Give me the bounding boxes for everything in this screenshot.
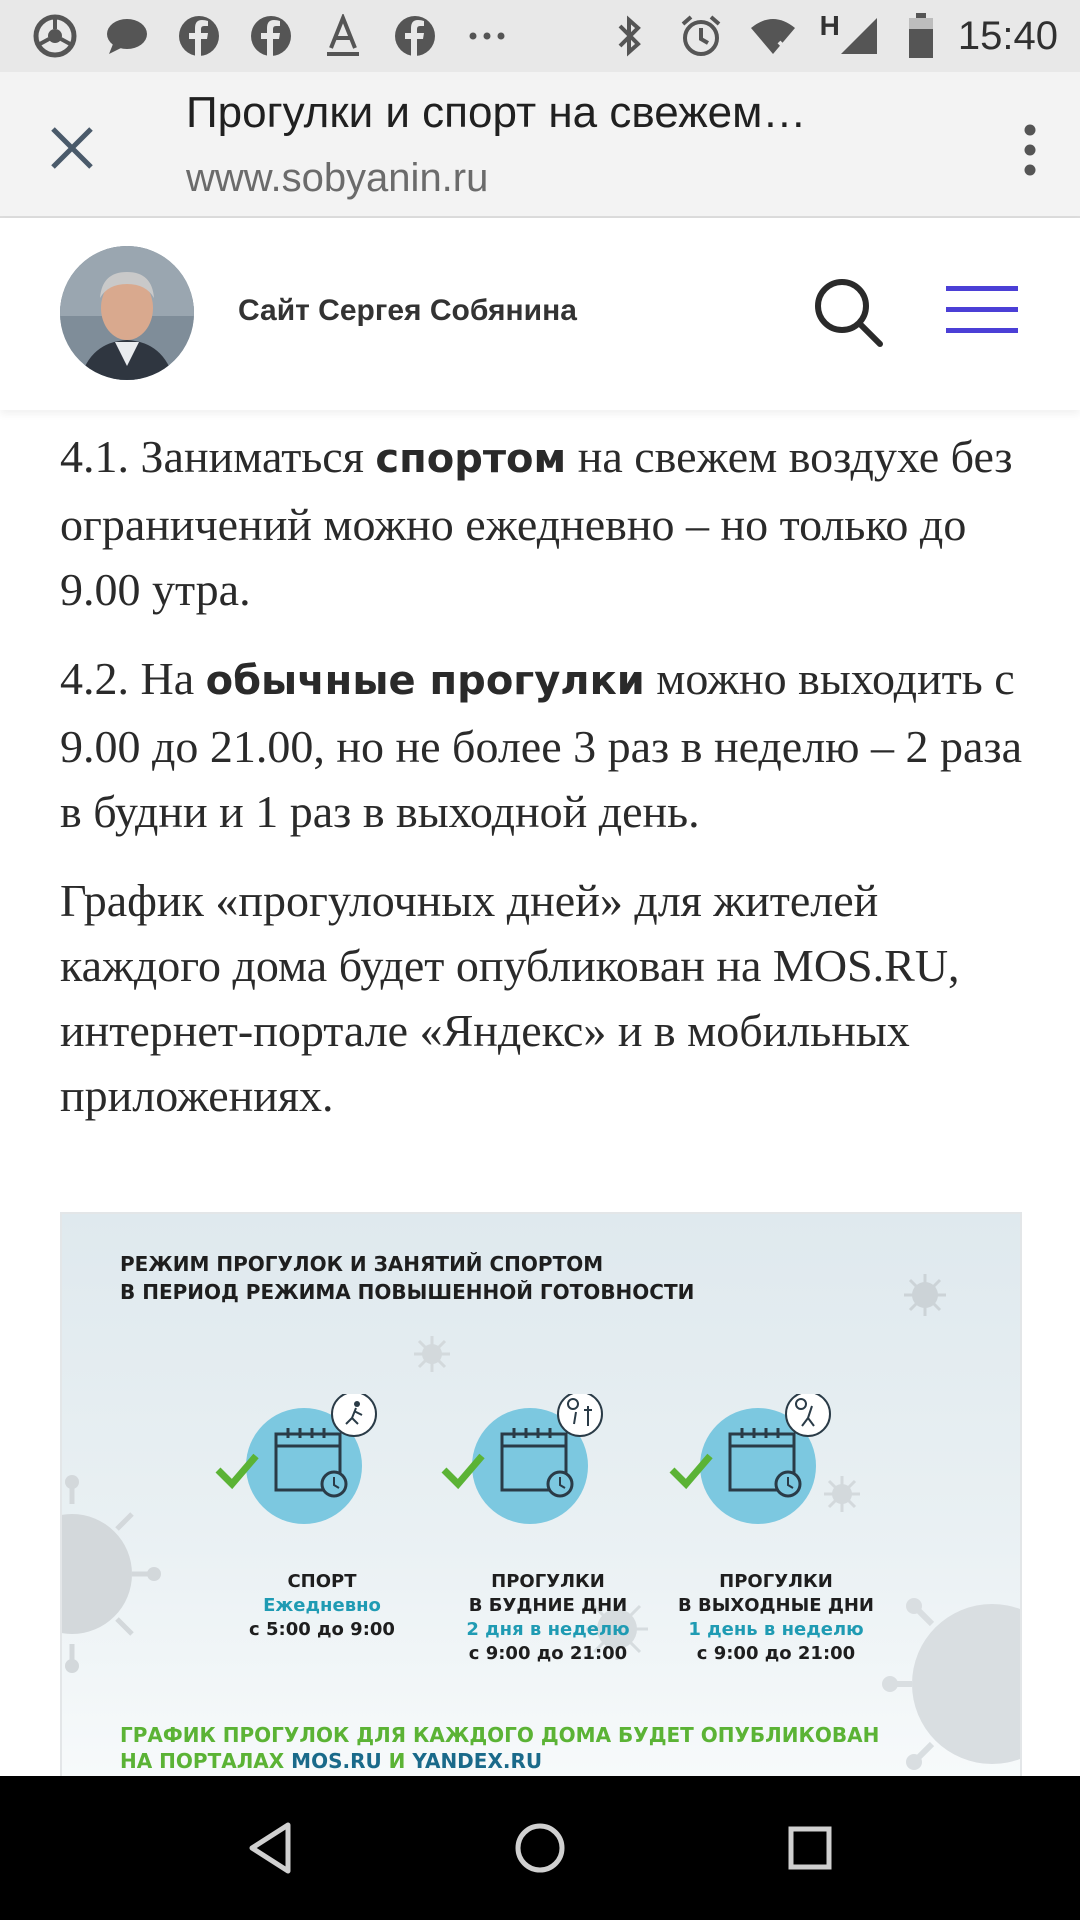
chrome-icon bbox=[30, 12, 80, 60]
search-button[interactable] bbox=[810, 274, 886, 350]
chat-bubble-icon bbox=[102, 12, 152, 60]
infographic-image[interactable] bbox=[60, 1212, 1022, 1782]
home-icon bbox=[513, 1821, 567, 1875]
title-line: РЕЖИМ ПРОГУЛОК И ЗАНЯТИЙ СПОРТОМ bbox=[120, 1252, 604, 1276]
font-a-icon bbox=[318, 12, 368, 60]
footer-line: ГРАФИК ПРОГУЛОК ДЛЯ КАЖДОГО ДОМА БУДЕТ ОПУБЛИКОВАН bbox=[120, 1723, 880, 1747]
close-tab-button[interactable] bbox=[34, 110, 110, 186]
sport-label bbox=[212, 1570, 432, 1642]
column-frequency: 2 дня в неделю bbox=[466, 1619, 630, 1640]
text: можно выходить с 9.00 до 21.00, но не более 3 раз в неделю – 2 раза в будни и 1 раз в выходной день. bbox=[60, 653, 1023, 837]
page-url[interactable]: www.sobyanin.ru bbox=[186, 156, 489, 200]
title-line: В ПЕРИОД РЕЖИМА ПОВЫШЕННОЙ ГОТОВНОСТИ bbox=[120, 1280, 695, 1304]
hamburger-icon bbox=[944, 282, 1020, 338]
virus-decoration-icon bbox=[412, 1334, 452, 1374]
recents-button[interactable] bbox=[774, 1812, 846, 1884]
more-dots-icon bbox=[462, 12, 512, 60]
column-subtitle: В ВЫХОДНЫЕ ДНИ bbox=[677, 1595, 874, 1616]
text: 4.2. На bbox=[60, 653, 206, 704]
search-icon bbox=[810, 274, 886, 350]
clock: 15:40 bbox=[957, 13, 1058, 58]
calendar-check-icon bbox=[666, 1394, 886, 1554]
footer-text: И bbox=[381, 1749, 413, 1773]
virus-decoration-icon bbox=[900, 1270, 950, 1320]
site-name[interactable]: Сайт Сергея Собянина bbox=[238, 294, 577, 327]
status-bar bbox=[0, 0, 1080, 72]
home-button[interactable] bbox=[504, 1812, 576, 1884]
article-body bbox=[60, 424, 1030, 1152]
text: 4.1. Заниматься bbox=[60, 431, 376, 482]
paragraph-schedule: График «прогулочных дней» для жителей каждого дома будет опубликован на MOS.RU, интернет-портале «Яндекс» и в мобильных приложениях. bbox=[60, 875, 960, 1121]
footer-line bbox=[120, 1748, 879, 1774]
column-frequency: Ежедневно bbox=[263, 1595, 381, 1616]
facebook-icon bbox=[246, 12, 296, 60]
network-type-label: H bbox=[819, 10, 840, 41]
navigation-bar bbox=[0, 1776, 1080, 1920]
wifi-off-icon bbox=[748, 12, 798, 60]
signal-icon bbox=[834, 12, 884, 60]
notification-icons bbox=[30, 12, 512, 60]
infographic-footer bbox=[120, 1722, 879, 1774]
vertical-dots-icon bbox=[1023, 124, 1037, 176]
infographic-title bbox=[120, 1250, 694, 1306]
column-subtitle: В БУДНИЕ ДНИ bbox=[468, 1595, 628, 1616]
system-status bbox=[604, 10, 1058, 62]
site-header bbox=[0, 218, 1080, 410]
avatar[interactable] bbox=[60, 246, 194, 380]
weekday-walks-label bbox=[438, 1570, 658, 1666]
footer-text: НА ПОРТАЛАХ bbox=[120, 1749, 292, 1773]
calendar-check-icon bbox=[438, 1394, 658, 1554]
portrait-icon bbox=[60, 246, 194, 380]
virus-decoration-icon bbox=[60, 1474, 162, 1674]
battery-icon bbox=[906, 12, 936, 60]
overflow-menu-button[interactable] bbox=[1000, 112, 1060, 188]
column-title: СПОРТ bbox=[287, 1571, 357, 1592]
text: на свежем воздухе без ограничений можно ежедневно – но только до 9.00 утра. bbox=[60, 431, 1013, 615]
recents-icon bbox=[786, 1824, 834, 1872]
paragraph-walks bbox=[60, 646, 1030, 844]
calendar-check-icon bbox=[212, 1394, 432, 1554]
close-icon bbox=[49, 125, 95, 171]
facebook-icon bbox=[390, 12, 440, 60]
weekend-walks-label bbox=[666, 1570, 886, 1666]
back-button[interactable] bbox=[234, 1812, 306, 1884]
alarm-icon bbox=[676, 12, 726, 60]
browser-toolbar bbox=[0, 72, 1080, 218]
column-title: ПРОГУЛКИ bbox=[719, 1571, 833, 1592]
footer-yandex-link: YANDEX.RU bbox=[412, 1749, 543, 1773]
page-title: Прогулки и спорт на свежем… bbox=[186, 88, 807, 137]
paragraph-sport bbox=[60, 424, 1030, 622]
bluetooth-icon bbox=[604, 12, 654, 60]
menu-button[interactable] bbox=[944, 282, 1020, 338]
virus-decoration-icon bbox=[882, 1574, 1022, 1782]
bold-text: обычные прогулки bbox=[205, 658, 645, 704]
column-hours: с 9:00 до 21:00 bbox=[696, 1643, 856, 1664]
column-hours: с 5:00 до 9:00 bbox=[249, 1619, 395, 1640]
footer-mos-link: MOS.RU bbox=[291, 1749, 382, 1773]
column-hours: с 9:00 до 21:00 bbox=[468, 1643, 628, 1664]
facebook-icon bbox=[174, 12, 224, 60]
column-title: ПРОГУЛКИ bbox=[491, 1571, 605, 1592]
bold-text: спортом bbox=[375, 436, 567, 482]
column-frequency: 1 день в неделю bbox=[688, 1619, 864, 1640]
back-icon bbox=[246, 1821, 294, 1875]
